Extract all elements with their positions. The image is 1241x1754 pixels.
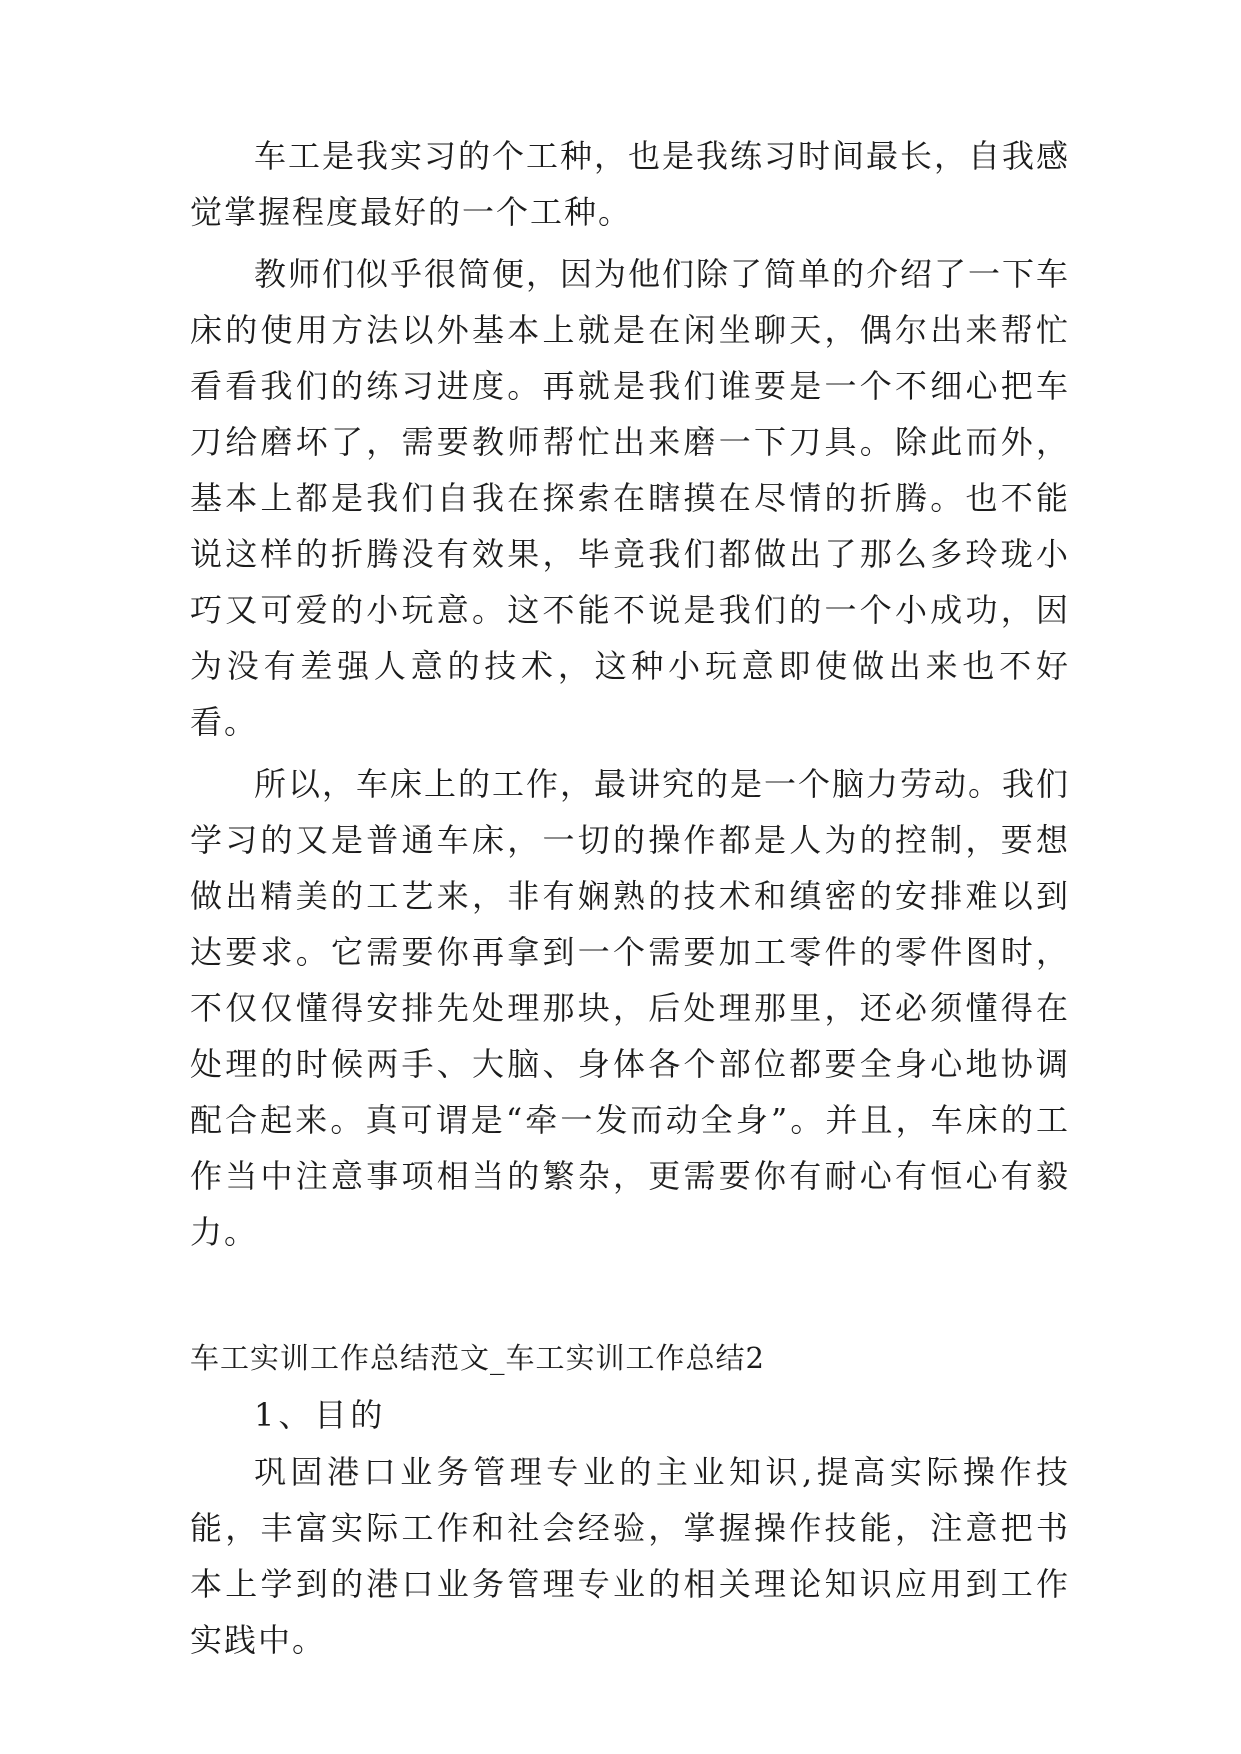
body-paragraph-2: 教师们似乎很简便，因为他们除了简单的介绍了一下车床的使用方法以外基本上就是在闲坐聊天，偶尔出来帮忙看看我们的练习进度。再就是我们谁要是一个不细心把车刀给磨坏了，需要教师帮忙出来磨一下刀具。除此而外，基本上都是我们自我在探索在瞎摸在尽情的折腾。也不能说这样的折腾没有效果，毕竟我们都做出了那么多玲珑小巧又可爱的小玩意。这不能不说是我们的一个小成功，因为没有差强人意的技术，这种小玩意即使做出来也不好看。 bbox=[190, 255, 1071, 741]
body-paragraph-1: 车工是我实习的个工种，也是我练习时间最长，自我感觉掌握程度最好的一个工种。 bbox=[190, 137, 1071, 231]
body-paragraph-3: 所以，车床上的工作，最讲究的是一个脑力劳动。我们学习的又是普通车床，一切的操作都是人为的控制，要想做出精美的工艺来，非有娴熟的技术和缜密的安排难以到达要求。它需要你再拿到一个需要加工零件的零件图时，不仅仅懂得安排先处理那块，后处理那里，还必须懂得在处理的时候两手、大脑、身体各个部位都要全身心地协调配合起来。真可谓是“牵一发而动全身”。并且，车床的工作当中注意事项相当的繁杂，更需要你有耐心有恒心有毅力。 bbox=[190, 765, 1071, 1251]
document-content bbox=[190, 128, 1070, 1674]
body-paragraph-4: 巩固港口业务管理专业的主业知识,提高实际操作技能，丰富实际工作和社会经验，掌握操作技能，注意把书本上学到的港口业务管理专业的相关理论知识应用到工作实践中。 bbox=[190, 1453, 1070, 1659]
section-heading: 车工实训工作总结范文_车工实训工作总结2 bbox=[190, 1341, 765, 1375]
sub-heading-item-1: 1、目的 bbox=[254, 1396, 387, 1434]
